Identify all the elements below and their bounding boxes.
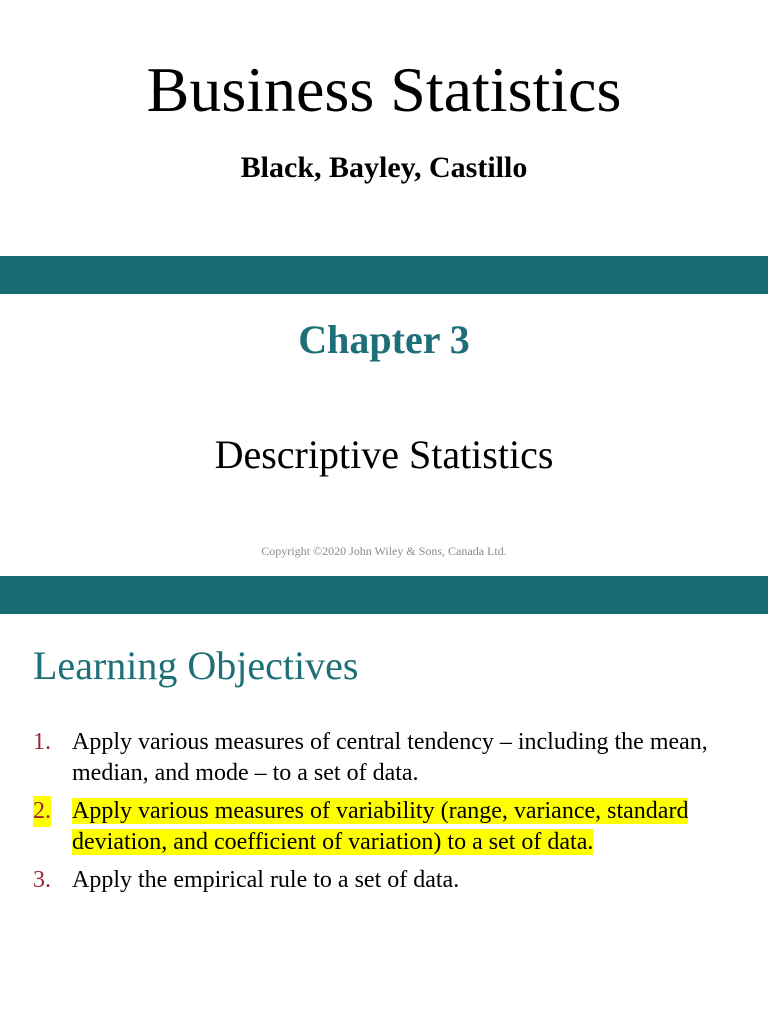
objective-item (33, 796, 743, 858)
authors: Black, Bayley, Castillo (240, 151, 528, 184)
objective-number: 3. (33, 867, 51, 893)
learning-objectives-heading: Learning Objectives (33, 643, 359, 688)
objective-text-highlighted: Apply various measures of variability (range, variance, standard deviation, and coefficient of variation) to a set of data. (72, 798, 689, 855)
chapter-title: Descriptive Statistics (214, 432, 554, 477)
objective-text: Apply various measures of central tendency – including the mean, median, and mode – to a set of data. (72, 729, 708, 786)
objective-number: 1. (33, 729, 51, 755)
objective-item (33, 727, 743, 789)
objective-text: Apply the empirical rule to a set of data. (72, 867, 460, 893)
top-divider-band (0, 256, 768, 294)
bottom-divider-band (0, 576, 768, 614)
learning-objectives-list (33, 727, 743, 903)
book-title: Business Statistics (146, 54, 622, 125)
chapter-label: Chapter 3 (298, 317, 470, 362)
objective-number: 2. (33, 796, 51, 827)
copyright-notice: Copyright ©2020 John Wiley & Sons, Canada Ltd. (261, 544, 507, 558)
objective-item (33, 865, 743, 896)
